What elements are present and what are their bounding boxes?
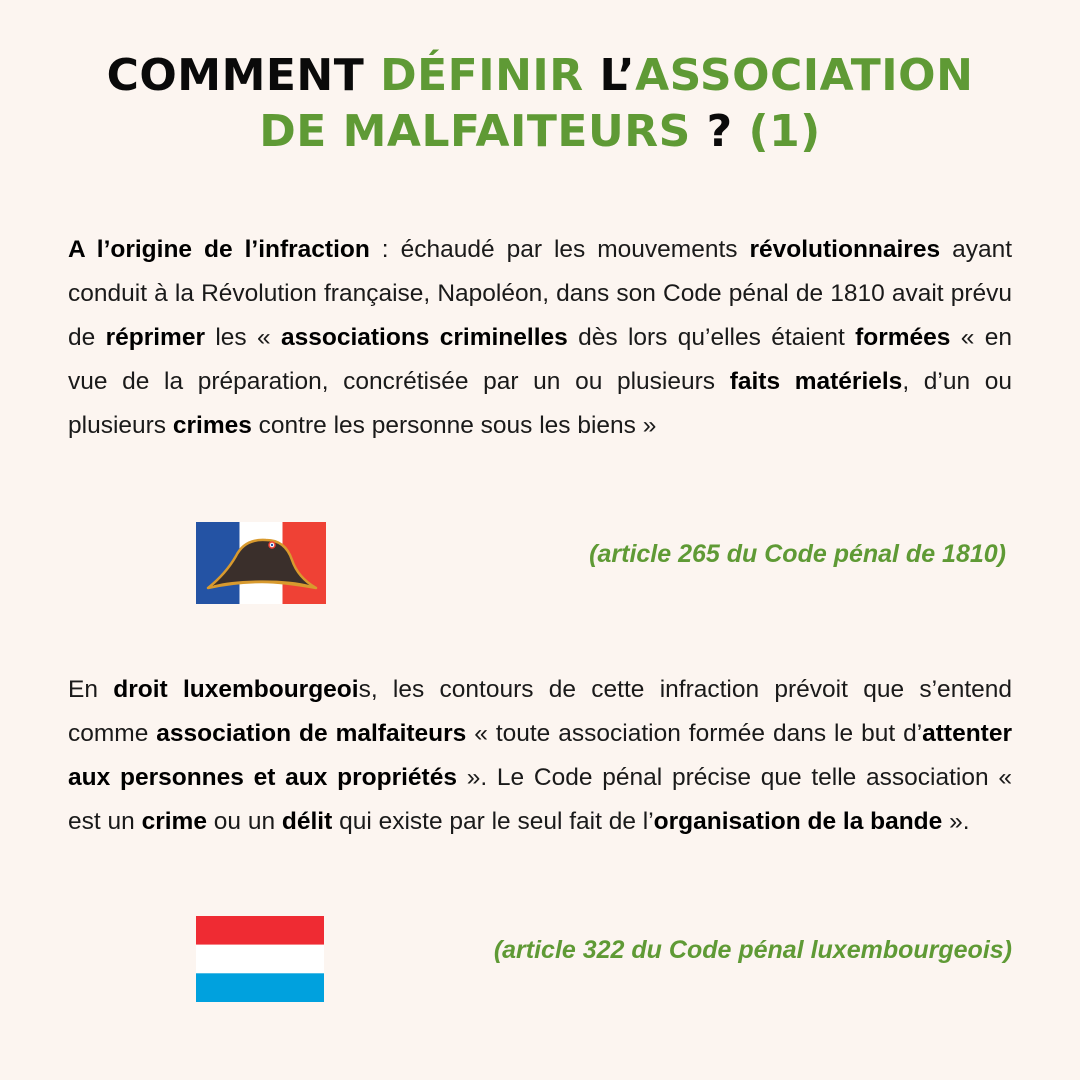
citation-article-322: (article 322 du Code pénal luxembourgeois) <box>493 936 1012 964</box>
text: , d’un ou plusieurs <box>68 368 1012 439</box>
luxembourg-flag-icon <box>196 916 324 1002</box>
text: ou un <box>206 808 282 835</box>
bold-text: crime <box>141 808 207 835</box>
french-flag-with-napoleon-bicorne-hat-icon <box>196 522 326 604</box>
text: ». <box>942 808 970 835</box>
text: dès lors qu’elles étaient <box>567 324 856 351</box>
bold-text: révolutionnaires <box>749 236 941 263</box>
title-part: L’ <box>599 50 636 101</box>
title-part: COMMENT <box>106 50 381 101</box>
text: contre les personne sous les biens » <box>251 412 657 439</box>
paragraph-origin <box>68 228 1012 448</box>
page-title <box>60 48 1020 160</box>
bold-text: réprimer <box>105 324 206 351</box>
text: qui existe par le seul fait de l’ <box>332 808 654 835</box>
citation-article-265: (article 265 du Code pénal de 1810) <box>589 540 1006 568</box>
bold-text: délit <box>281 808 333 835</box>
bold-text: organisation de la bande <box>653 808 943 835</box>
bold-text: faits matériels <box>729 368 903 395</box>
title-part-accent: ASSOCIATION <box>635 50 974 101</box>
text: ». Le Code pénal précise que telle association « est un <box>68 764 1012 835</box>
text: En <box>68 676 114 703</box>
bold-text: A l’origine de l’infraction <box>68 236 370 263</box>
bold-text: associations criminelles <box>280 324 568 351</box>
text: ayant conduit à la Révolution française, Napoléon, dans son Code pénal de 1810 avait prévu de <box>68 236 1013 351</box>
text: : échaudé par les mouvements <box>369 236 750 263</box>
bold-text: formées <box>855 324 951 351</box>
bold-text: droit luxembourgeoi <box>113 676 359 703</box>
title-part-accent: DÉFINIR <box>380 50 600 101</box>
title-part: ? <box>690 106 749 157</box>
text: s, les contours de cette infraction prévoit que s’entend comme <box>68 676 1012 747</box>
text: « en vue de la préparation, concrétisée par un ou plusieurs <box>68 324 1012 395</box>
bold-text: attenter aux personnes et aux propriétés <box>68 720 1012 791</box>
bold-text: crimes <box>172 412 252 439</box>
text: les « <box>205 324 281 351</box>
title-part-accent: (1) <box>748 106 821 157</box>
title-part-accent: DE MALFAITEURS <box>259 106 691 157</box>
paragraph-luxembourg-law <box>68 668 1012 844</box>
text: « toute association formée dans le but d’ <box>466 720 923 747</box>
bold-text: association de malfaiteurs <box>156 720 467 747</box>
